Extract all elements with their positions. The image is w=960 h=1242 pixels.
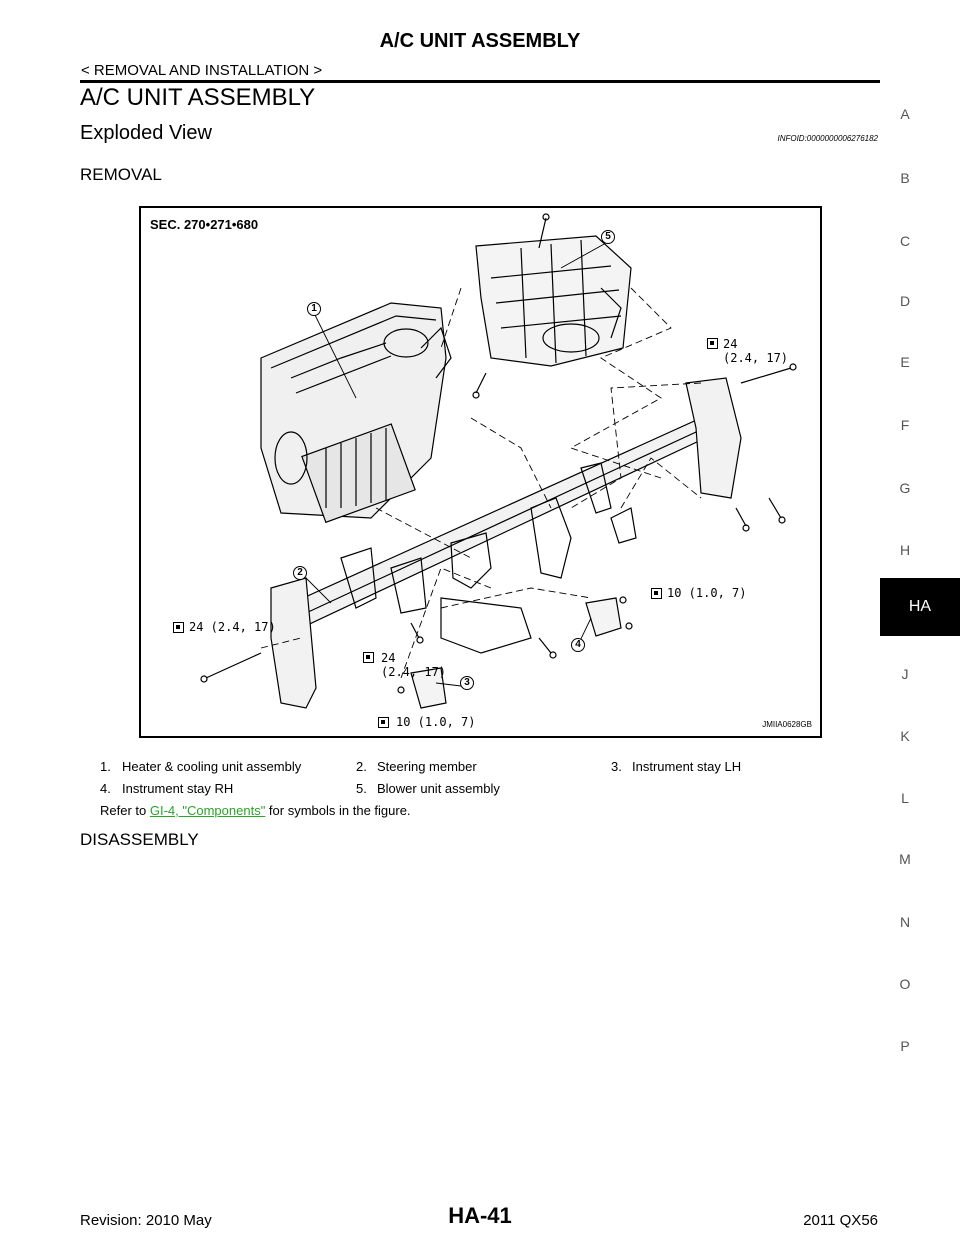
removal-heading: REMOVAL [80,165,162,184]
callout-4: 4 [571,638,585,652]
side-index-e[interactable]: E [900,354,910,370]
side-index-h[interactable]: H [899,542,911,558]
torque-label-upper-right: 24 (2.4, 17) [723,337,789,365]
legend-text: Instrument stay RH [122,781,234,796]
legend-text: Instrument stay LH [632,759,742,774]
model-year: 2011 QX56 [803,1212,878,1229]
legend-number: 2. [356,759,367,774]
instrument-stay-rh-drawing [586,598,621,636]
side-index-g[interactable]: G [899,480,911,496]
side-index-n[interactable]: N [899,914,911,930]
side-index-ha-active[interactable]: HA [880,578,960,636]
callout-1: 1 [307,302,321,316]
callout-3: 3 [460,676,474,690]
torque-label-right-lower: 10 (1.0, 7) [667,586,747,600]
header-rule [80,80,880,83]
legend-number: 1. [100,759,111,774]
legend-text: Blower unit assembly [377,781,500,796]
refer-prefix: Refer to [100,803,150,818]
legend-number: 5. [356,781,367,796]
page-number: HA-41 [448,1203,512,1228]
legend-number: 4. [100,781,111,796]
info-id: INFOID:0000000006276182 [777,134,878,143]
blower-unit-assembly-drawing [476,236,631,366]
legend-number: 3. [611,759,622,774]
side-index-o[interactable]: O [899,976,911,992]
section-title: A/C UNIT ASSEMBLY [80,84,316,111]
heater-cooling-unit-drawing [261,303,451,522]
disassembly-heading: DISASSEMBLY [80,830,199,849]
exploded-view-figure [139,206,822,738]
side-index-k[interactable]: K [900,728,910,744]
legend-text: Steering member [377,759,477,774]
exploded-view-drawing [141,208,820,736]
refer-line [100,803,411,818]
torque-icon [363,652,374,663]
torque-icon [378,717,389,728]
subsection-title: Exploded View [80,122,212,144]
running-title: A/C UNIT ASSEMBLY [379,30,581,52]
figure-image-code: JMIIA0628GB [762,720,812,729]
callout-5: 5 [601,230,615,244]
side-index-m[interactable]: M [899,851,911,867]
side-index-d[interactable]: D [899,293,911,309]
side-index [880,0,960,1242]
torque-label-middle: 24 (2.4, 17) [381,651,447,679]
breadcrumb: < REMOVAL AND INSTALLATION > [81,62,323,79]
side-index-a[interactable]: A [900,106,910,122]
callout-2: 2 [293,566,307,580]
side-index-l[interactable]: L [901,790,909,806]
refer-suffix: for symbols in the figure. [265,803,411,818]
revision-date: Revision: 2010 May [80,1212,212,1229]
side-index-p[interactable]: P [900,1038,910,1054]
side-index-c[interactable]: C [899,233,911,249]
torque-label-left: 24 (2.4, 17) [189,620,276,634]
torque-icon [651,588,662,599]
torque-icon [707,338,718,349]
side-index-b[interactable]: B [900,170,910,186]
legend-text: Heater & cooling unit assembly [122,759,302,774]
figure-section-code: SEC. 270•271•680 [150,217,259,232]
side-index-f[interactable]: F [900,417,910,433]
torque-icon [173,622,184,633]
components-link[interactable]: GI-4, "Components" [149,803,266,818]
torque-label-bottom: 10 (1.0, 7) [396,715,476,729]
side-index-j[interactable]: J [901,666,909,682]
